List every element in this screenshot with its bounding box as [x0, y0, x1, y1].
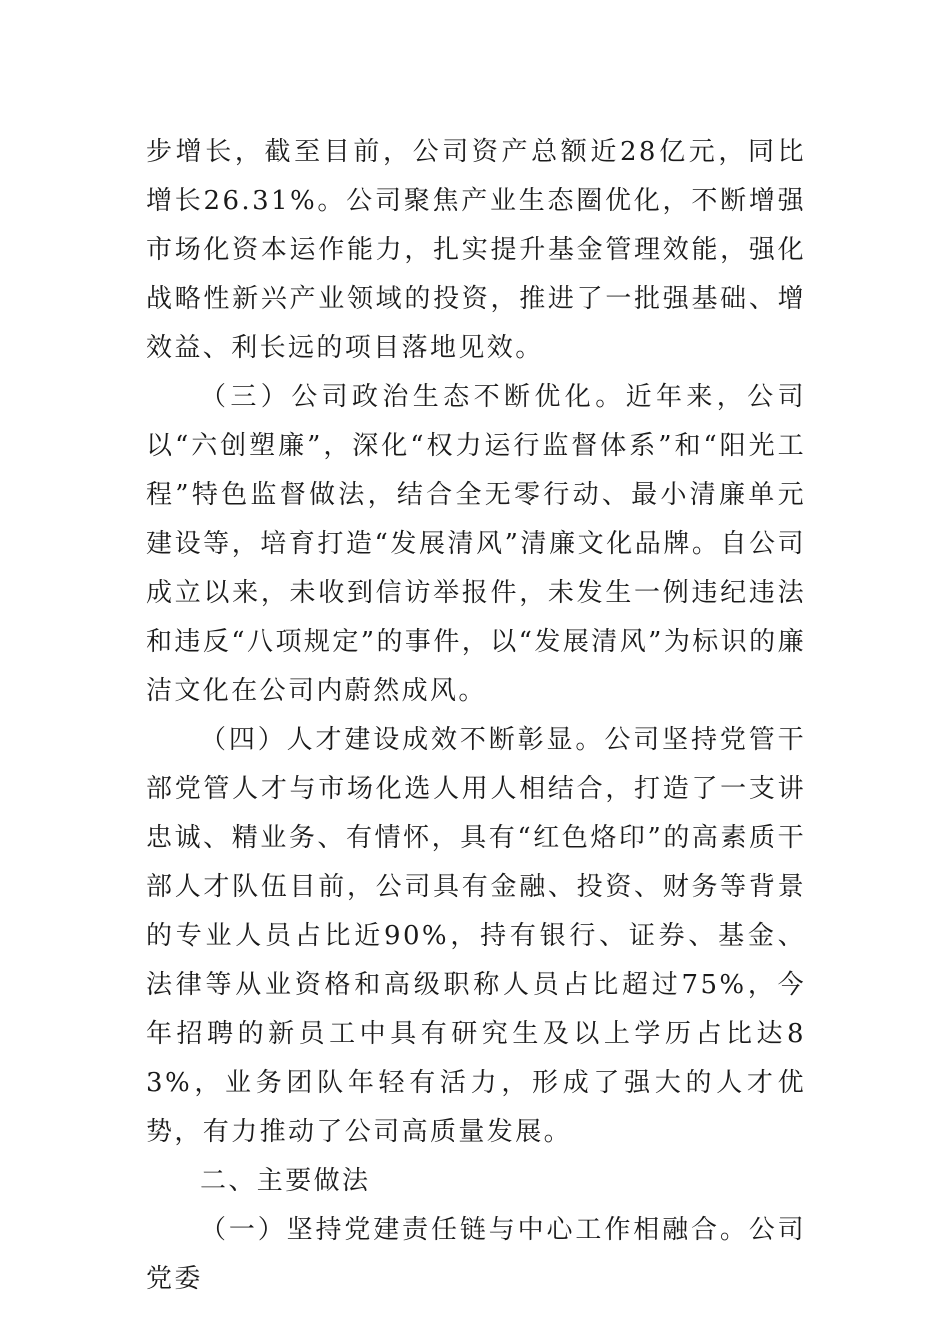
paragraph-political-ecology: （三）公司政治生态不断优化。近年来，公司以“六创塑廉”，深化“权力运行监督体系”和“阳光工程”特色监督做法，结合全无零行动、最小清廉单元建设等，培育打造“发展清风”清廉文化品牌。自公司成立以来，未收到信访举报件，未发生一例违纪违法和违反“八项规定”的事件，以“发展清风”为标识的廉洁文化在公司内蔚然成风。 — [146, 382, 806, 706]
paragraph-talent-building: （四）人才建设成效不断彰显。公司坚持党管干部党管人才与市场化选人用人相结合，打造了一支讲忠诚、精业务、有情怀，具有“红色烙印”的高素质干部人才队伍目前，公司具有金融、投资、财务等背景的专业人员占比近90%，持有银行、证券、基金、法律等从业资格和高级职称人员占比超过75%，今年招聘的新员工中具有研究生及以上学历占比达83%，业务团队年轻有活力，形成了强大的人才优势，有力推动了公司高质量发展。 — [146, 725, 806, 1147]
paragraph-growth: 步增长，截至目前，公司资产总额近28亿元，同比增长26.31%。公司聚焦产业生态圈优化，不断增强市场化资本运作能力，扎实提升基金管理效能，强化战略性新兴产业领域的投资，推进了一批强基础、增效益、利长远的项目落地见效。 — [146, 137, 806, 363]
paragraph-party-building: （一）坚持党建责任链与中心工作相融合。公司党委 — [146, 1215, 806, 1294]
section-heading: 二、主要做法 — [200, 1166, 371, 1196]
document-page — [146, 128, 806, 1304]
